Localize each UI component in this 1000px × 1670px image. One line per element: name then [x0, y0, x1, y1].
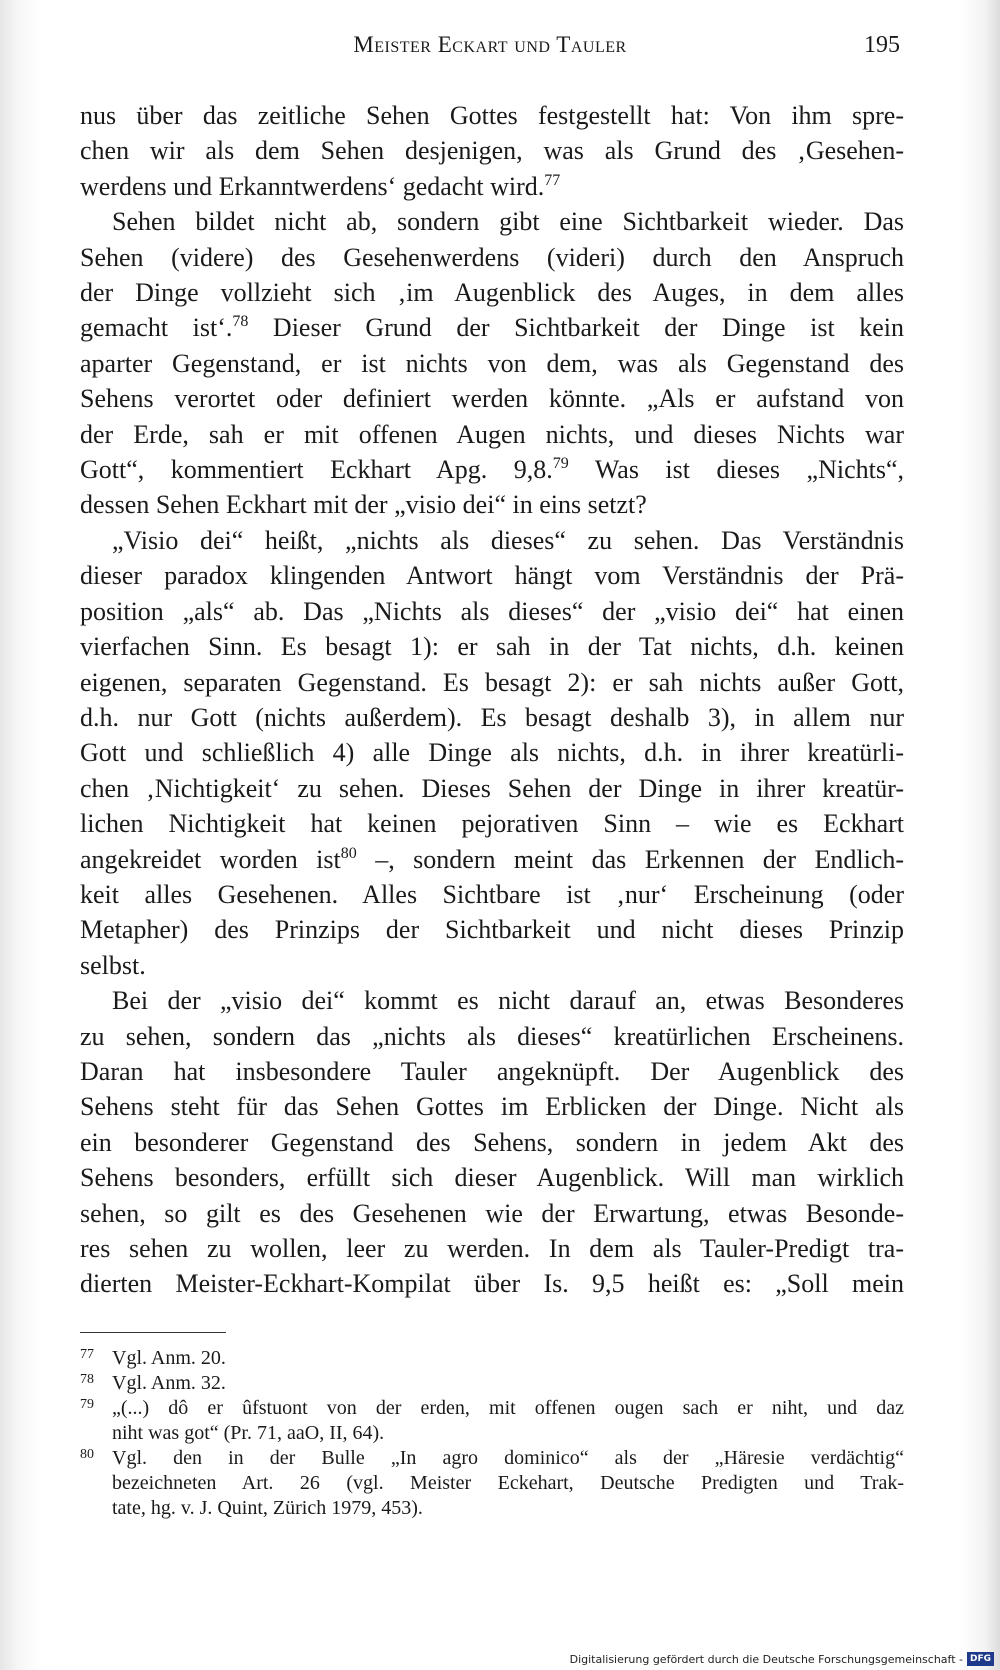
footnote-line: niht was got“ (Pr. 71, aaO, II, 64). [112, 1422, 385, 1444]
text-line: eigenen, separaten Gegenstand. Es besagt 2): er sah nichts außer Gott, [80, 667, 904, 697]
footnote-line: bezeichneten Art. 26 (vgl. Meister Eckehart, Deutsche Predigten und Trak- [112, 1472, 904, 1494]
text-line: Gott und schließlich 4) alle Dinge als nichts, d.h. in ihrer kreatürli- [80, 738, 904, 768]
credit-text: Digitalisierung gefördert durch die Deutsche Forschungsgemeinschaft - [569, 1652, 963, 1666]
paragraph [80, 204, 904, 523]
footnote-line: tate, hg. v. J. Quint, Zürich 1979, 453). [112, 1497, 423, 1519]
text-line: dessen Sehen Eckhart mit der „visio dei“ in eins setzt? [80, 490, 647, 520]
text-line: zu sehen, sondern das „nichts als dieses“ kreatürlichen Erscheinens. [80, 1021, 904, 1051]
text-line: position „als“ ab. Das „Nichts als dieses“ der „visio dei“ hat einen [80, 596, 904, 626]
text-line: chen ‚Nichtigkeit‘ zu sehen. Dieses Sehen der Dinge in ihrer kreatür- [80, 773, 904, 803]
dfg-logo: DFG [967, 1652, 994, 1666]
text-line: „Visio dei“ heißt, „nichts als dieses“ zu sehen. Das Verständnis [112, 525, 904, 555]
text-line: Daran hat insbesondere Tauler angeknüpft. Der Augenblick des [80, 1056, 904, 1086]
text-line: Sehens besonders, erfüllt sich dieser Augenblick. Will man wirklich [80, 1163, 904, 1193]
footnote-number: 78 [80, 1372, 94, 1387]
footnote-ref: 77 [544, 171, 561, 189]
text-line: Metapher) des Prinzips der Sichtbarkeit und nicht dieses Prinzip [80, 915, 904, 945]
paragraph [80, 98, 904, 204]
text-line: keit alles Gesehenen. Alles Sichtbare ist ‚nur‘ Erscheinung (oder [80, 879, 904, 909]
text-line: lichen Nichtigkeit hat keinen pejorativen Sinn – wie es Eckhart [80, 809, 904, 839]
text-line: Bei der „visio dei“ kommt es nicht darauf an, etwas Besonderes [112, 986, 904, 1016]
text-line: sehen, so gilt es des Gesehenen wie der Erwartung, etwas Besonde- [80, 1198, 904, 1228]
footnote [80, 1446, 904, 1521]
footnote-separator [80, 1332, 226, 1333]
main-text [80, 98, 904, 1302]
footnote-number: 77 [80, 1347, 94, 1362]
text-line: nus über das zeitliche Sehen Gottes festgestellt hat: Von ihm spre- [80, 101, 904, 130]
page-number: 195 [864, 32, 900, 58]
footnote-line: Vgl. den in der Bulle „In agro dominico“ als der „Häresie verdächtig“ [112, 1447, 904, 1469]
footnote-line: „(...) dô er ûfstuont von der erden, mit offenen ougen sach er niht, und daz [112, 1397, 904, 1419]
digitization-credit [570, 1652, 994, 1666]
text-line: gemacht ist‘.$^{78}$ Dieser Grund der Sichtbarkeit der Dinge ist kein [80, 313, 904, 343]
footnote-number: 80 [80, 1447, 94, 1462]
text-line: ein besonderer Gegenstand des Sehens, sondern in jedem Akt des [80, 1127, 904, 1157]
text-line: der Erde, sah er mit offenen Augen nichts, und dieses Nichts war [80, 419, 904, 449]
footnote-ref: 78 [232, 313, 249, 331]
footnote-ref: 79 [552, 455, 569, 473]
footnote [80, 1346, 904, 1371]
footnote-line: Vgl. Anm. 20. [112, 1347, 226, 1369]
running-head [80, 32, 900, 68]
running-title: Meister Eckart und Tauler [353, 32, 627, 57]
paragraph [80, 523, 904, 983]
text-line: vierfachen Sinn. Es besagt 1): er sah in der Tat nichts, d.h. keinen [80, 632, 904, 662]
text-line: Sehens steht für das Sehen Gottes im Erblicken der Dinge. Nicht als [80, 1092, 904, 1122]
footnote [80, 1396, 904, 1446]
footnote-number: 79 [80, 1397, 94, 1412]
footnote [80, 1371, 904, 1396]
text-line: Sehen (videre) des Gesehenwerdens (videri) durch den Anspruch [80, 242, 904, 272]
footnotes [80, 1346, 904, 1521]
text-line: Sehens verortet oder definiert werden könnte. „Als er aufstand von [80, 384, 904, 414]
paragraph [80, 983, 904, 1302]
text-line: aparter Gegenstand, er ist nichts von dem, was als Gegenstand des [80, 348, 904, 378]
text-line: Gott“, kommentiert Eckhart Apg. 9,8.79 Was ist dieses „Nichts“, [80, 455, 904, 485]
footnote-line: Vgl. Anm. 32. [112, 1372, 226, 1394]
text-line: d.h. nur Gott (nichts außerdem). Es besagt deshalb 3), in allem nur [80, 702, 904, 732]
text-line: der Dinge vollzieht sich ‚im Augenblick des Auges, in dem alles [80, 278, 904, 308]
text-line: dieser paradox klingenden Antwort hängt vom Verständnis der Prä- [80, 561, 904, 591]
text-line: res sehen zu wollen, leer zu werden. In dem als Tauler-Predigt tra- [80, 1234, 904, 1263]
text-line: Sehen bildet nicht ab, sondern gibt eine Sichtbarkeit wieder. Das [112, 207, 904, 237]
footnote-ref: 80 [340, 844, 357, 862]
text-line: angekreidet worden ist$^{80}$ –, sondern meint das Erkennen der Endlich- [80, 844, 904, 874]
text-line: selbst. [80, 950, 146, 980]
text-line: chen wir als dem Sehen desjenigen, was als Grund des ‚Gesehen- [80, 136, 904, 166]
text-line: werdens und Erkanntwerdens‘ gedacht wird.$^{77}$ [80, 171, 561, 201]
text-line: dierten Meister-Eckhart-Kompilat über Is. 9,5 heißt es: „Soll mein [80, 1269, 904, 1299]
